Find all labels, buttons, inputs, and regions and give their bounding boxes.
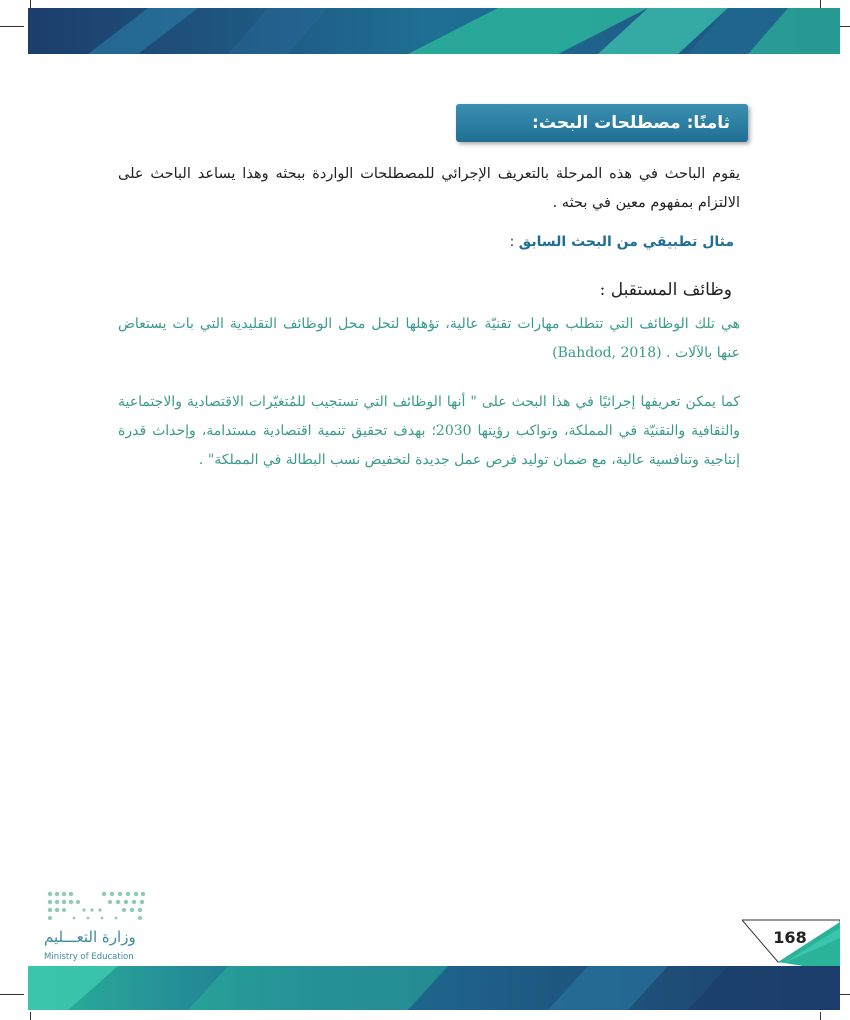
footer-banner bbox=[28, 966, 840, 1010]
definition-paragraph-2: كما يمكن تعريفها إجرائيًا في هذا البحث على " أنها الوظائف التي تستجيب للمُتغيّرات الاقتصادية والاجتماعية والثقافية والتقنيّة في المملكة، وتواكب رؤيتها 2030؛ بهدف تحقيق تنمية اقتصادية مستدامة، وإحداث قدرة إنتاجية وتنافسية عالية، مع ضمان توليد فرص عمل جديدة لتخفيض نسب البطالة في المملكة" . bbox=[118, 394, 741, 468]
crop-mark bbox=[30, 1012, 31, 1020]
crop-mark bbox=[0, 994, 24, 995]
section-title: ثامنًا: مصطلحات البحث: bbox=[456, 104, 748, 142]
example-heading-text: مثال تطبيقي من البحث السابق bbox=[518, 234, 734, 250]
example-heading bbox=[380, 234, 734, 250]
logo-english-text: Ministry of Education bbox=[44, 952, 134, 962]
example-heading-colon: : bbox=[509, 234, 519, 250]
crop-mark bbox=[0, 26, 24, 27]
logo-dots-icon bbox=[44, 888, 148, 924]
crop-mark bbox=[30, 0, 31, 8]
logo-arabic-text: وزارة التعـــليم bbox=[44, 928, 136, 946]
crop-mark bbox=[820, 0, 821, 8]
crop-mark bbox=[820, 1012, 821, 1020]
intro-paragraph: يقوم الباحث في هذه المرحلة بالتعريف الإجرائي للمصطلحات الواردة ببحثه وهذا يساعد الباحث على الالتزام بمفهوم معين في بحثه . bbox=[118, 166, 740, 211]
definition-paragraph-1: هي تلك الوظائف التي تتطلب مهارات تقنيّة عالية، تؤهلها لتحل محل الوظائف التقليدية التي بات يستعاض عنها بالآلات . (Bahdod, 2018) bbox=[118, 316, 740, 361]
ministry-logo bbox=[44, 888, 154, 968]
header-banner bbox=[28, 8, 840, 54]
term-title: وظائف المستقبل : bbox=[599, 280, 732, 300]
page-number: 168 bbox=[773, 928, 807, 947]
